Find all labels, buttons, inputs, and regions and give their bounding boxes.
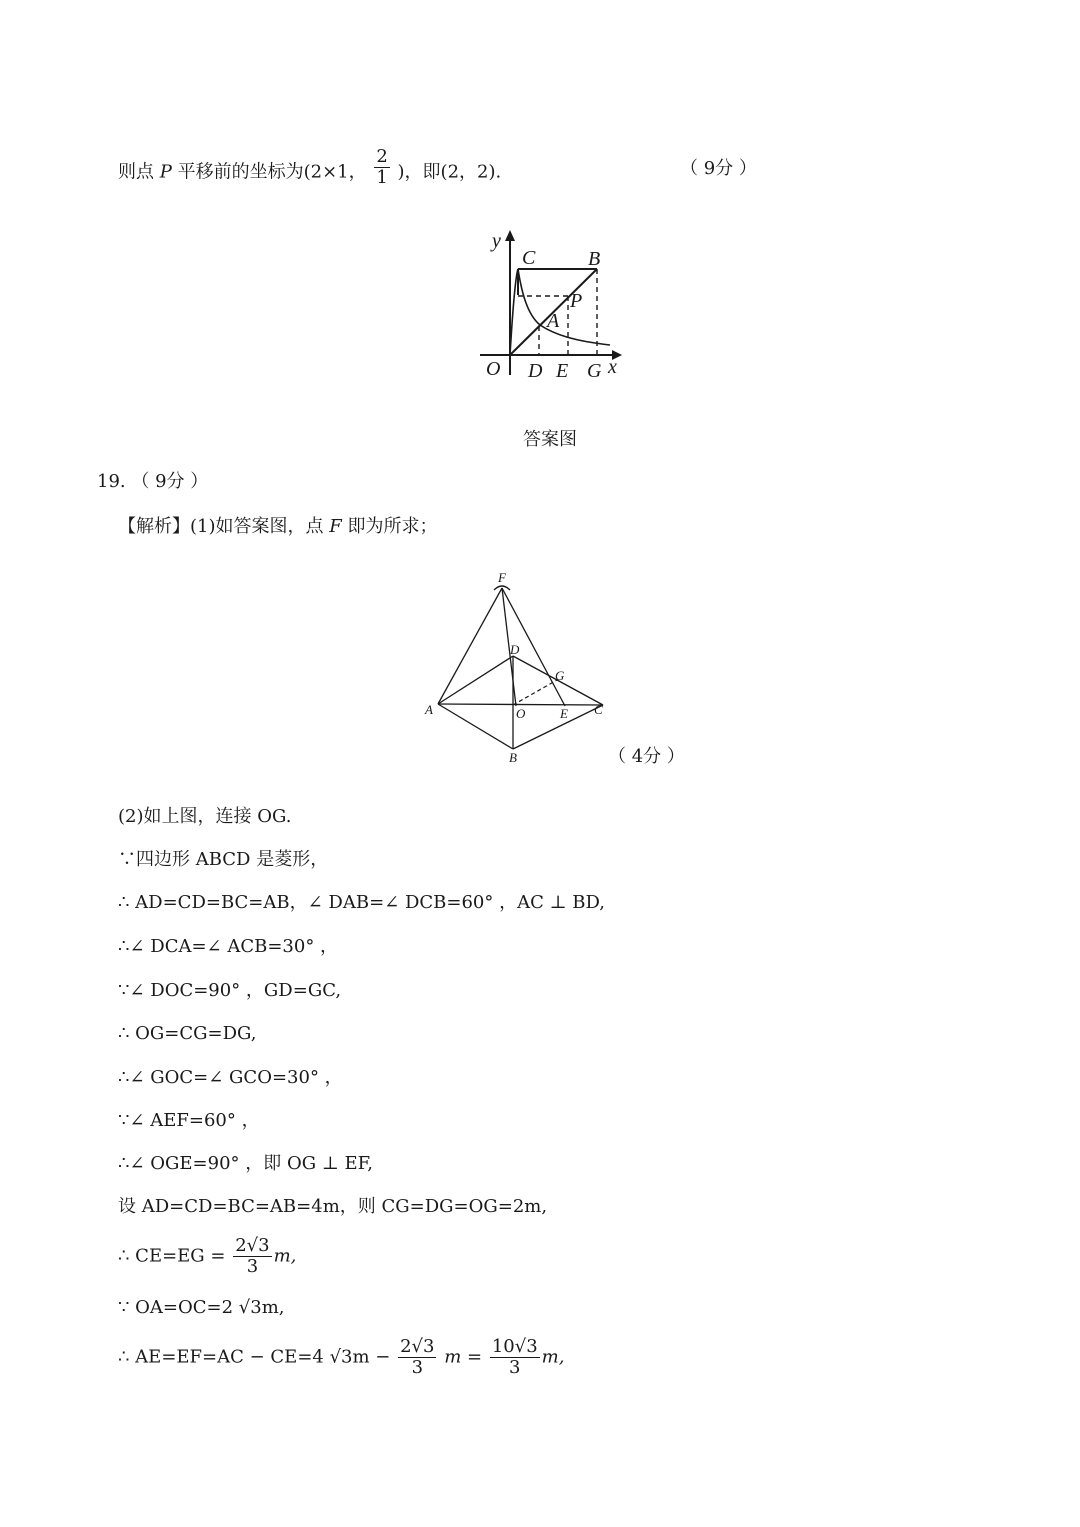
text: ∴ CE=EG =	[118, 1245, 226, 1267]
segment-ac	[438, 704, 603, 705]
label-d: D	[510, 642, 520, 657]
proof-line: ∴ AD=CD=BC=AB，∠ DAB=∠ DCB=60° ，AC ⊥ BD,	[118, 892, 605, 913]
label-c: C	[522, 247, 536, 269]
text: ∴ AE=EF=AC − CE=4 √3m −	[118, 1346, 391, 1368]
numerator: 2√3	[400, 1336, 435, 1357]
fraction	[233, 1236, 271, 1277]
bracket-close: 】	[172, 516, 190, 537]
text: 则点	[118, 161, 154, 183]
denominator: 3	[246, 1256, 259, 1277]
oa-line: ∵ OA=OC=2 √3m,	[118, 1297, 285, 1318]
score-9: （ 9分 ）	[680, 158, 757, 179]
text: 平移前的坐标为(2×1，	[177, 161, 367, 183]
text: m,	[541, 1346, 565, 1368]
text: )，即(2，2).	[397, 161, 502, 183]
numerator: 2√3	[235, 1235, 270, 1256]
fraction	[374, 147, 389, 188]
label-a: A	[425, 702, 433, 717]
bracket-open: 【	[118, 516, 136, 537]
denominator: 1	[376, 167, 388, 188]
label-e: E	[556, 360, 569, 382]
point-p: P	[159, 161, 172, 183]
segment-ab	[438, 704, 513, 749]
proof-line: (2)如上图，连接 OG.	[118, 806, 292, 827]
segment-ad	[438, 656, 513, 704]
hyperbola-curve	[510, 269, 610, 355]
question-19-score: （ 9分 ）	[131, 471, 209, 492]
question-19-label: 19.	[97, 471, 126, 492]
proof-line: ∵∠ AEF=60° ，	[118, 1110, 260, 1131]
label-e: E	[560, 706, 568, 721]
proof-line: ∴ OG=CG=DG,	[118, 1023, 257, 1044]
text: m,	[273, 1245, 297, 1267]
text: 即为所求；	[341, 516, 438, 537]
label-x: x	[608, 356, 617, 378]
ce-line	[118, 1236, 296, 1277]
proof-line: ∴∠ OGE=90° ，即 OG ⊥ EF,	[118, 1153, 374, 1174]
label-g: G	[587, 360, 602, 382]
proof-line: 设 AD=CD=BC=AB=4m，则 CG=DG=OG=2m,	[118, 1196, 548, 1217]
label-b: B	[509, 750, 517, 765]
proof-line: ∴∠ GOC=∠ GCO=30° ，	[118, 1067, 343, 1088]
y-arrow	[505, 230, 515, 241]
segment-og	[513, 680, 557, 705]
fraction	[398, 1337, 436, 1378]
label-o: O	[486, 358, 501, 380]
analysis-line	[118, 515, 437, 539]
denominator: 3	[509, 1357, 521, 1378]
segment-af	[438, 588, 502, 704]
label-a: A	[547, 310, 560, 332]
label-o: O	[516, 706, 526, 721]
point-f: F	[329, 516, 342, 537]
numerator: 2	[376, 146, 388, 167]
rhombus-figure	[420, 568, 620, 768]
analysis-title: 解析	[136, 516, 172, 537]
label-g: G	[555, 668, 565, 683]
ae-line	[118, 1337, 564, 1378]
proof-line: ∵四边形 ABCD 是菱形，	[118, 849, 329, 870]
label-d: D	[528, 360, 543, 382]
text: m =	[444, 1346, 483, 1368]
label-f: F	[498, 570, 506, 585]
coordinate-figure	[470, 225, 640, 385]
label-b: B	[588, 248, 601, 270]
label-p: P	[570, 290, 583, 312]
proof-line: ∵∠ DOC=90° ，GD=GC,	[118, 980, 342, 1001]
fraction	[490, 1337, 540, 1378]
denominator: 3	[411, 1357, 424, 1378]
figure-caption: 答案图	[523, 429, 577, 450]
label-y: y	[492, 230, 501, 252]
coordinate-line	[118, 146, 502, 188]
proof-line: ∴∠ DCA=∠ ACB=30° ，	[118, 936, 339, 957]
question-number	[97, 470, 208, 494]
numerator: 10√3	[491, 1336, 538, 1357]
label-c: C	[594, 702, 603, 717]
score-4: （ 4分 ）	[608, 746, 685, 767]
text: (1)如答案图，点	[190, 516, 330, 537]
segment-bc	[513, 705, 603, 749]
